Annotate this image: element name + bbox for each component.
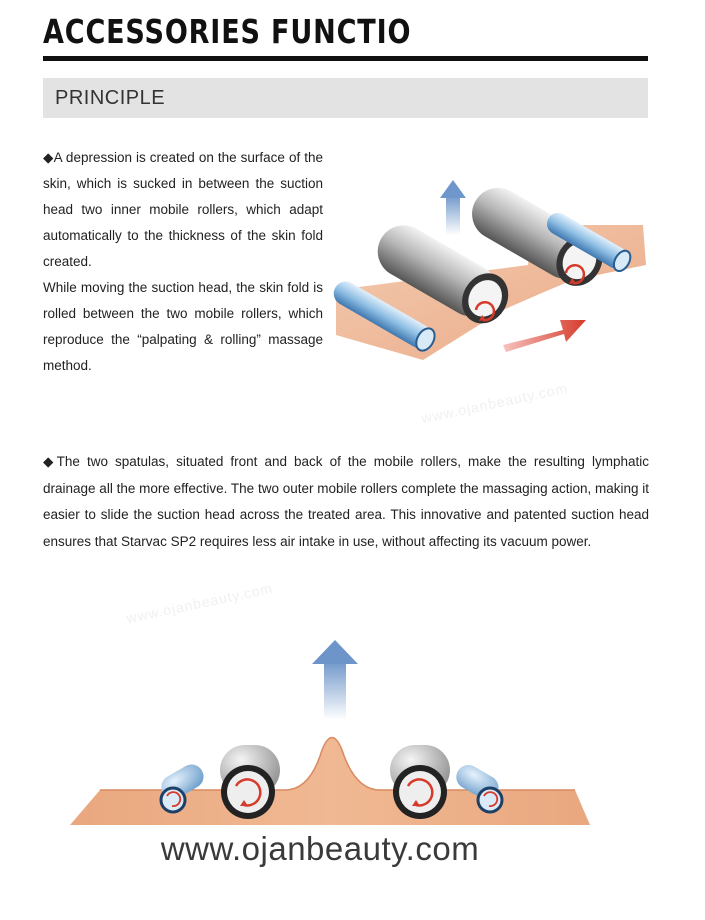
- suction-head-diagram-cross-section: [60, 630, 600, 830]
- page-title: ACCESSORIES FUNCTIO: [43, 12, 412, 51]
- up-arrow-icon: [312, 640, 358, 720]
- forward-arrow-icon: [503, 320, 586, 352]
- watermark: [420, 380, 569, 427]
- paragraph-1-line-2: While moving the suction head, the skin fold is rolled between the two mobile rollers, which reproduce the “palpating & rolling” massage method.: [43, 280, 323, 373]
- paragraph-1-line-1: ◆A depression is created on the surface of the skin, which is sucked in between the suction head two inner mobile rollers, which adapt automatically to the thickness of the skin fold created.: [43, 150, 323, 269]
- up-arrow-icon: [440, 180, 466, 235]
- watermark-url: www.ojanbeauty.com: [124, 579, 275, 627]
- principle-paragraph-2: [43, 449, 649, 555]
- suction-head-diagram-3d: [328, 170, 648, 375]
- skin-fold: [70, 738, 590, 826]
- section-header: [43, 78, 648, 118]
- watermark: [125, 580, 274, 627]
- paragraph-2-text: ◆The two spatulas, situated front and back of the mobile rollers, make the resulting lymphatic drainage all the more effective. The two outer mobile rollers complete the massaging action, making it easier to slide the suction head across the treated area. This innovative and patented suction head ensures that Starvac SP2 requires less air intake in use, without affecting its vacuum power.: [43, 454, 649, 549]
- title-divider: [43, 56, 648, 61]
- footer-website-url: www.ojanbeauty.com: [160, 830, 480, 867]
- principle-paragraph-1: [43, 145, 323, 379]
- inner-roller-right: [390, 745, 450, 819]
- section-label: PRINCIPLE: [55, 87, 166, 109]
- watermark-url: www.ojanbeauty.com: [419, 379, 570, 427]
